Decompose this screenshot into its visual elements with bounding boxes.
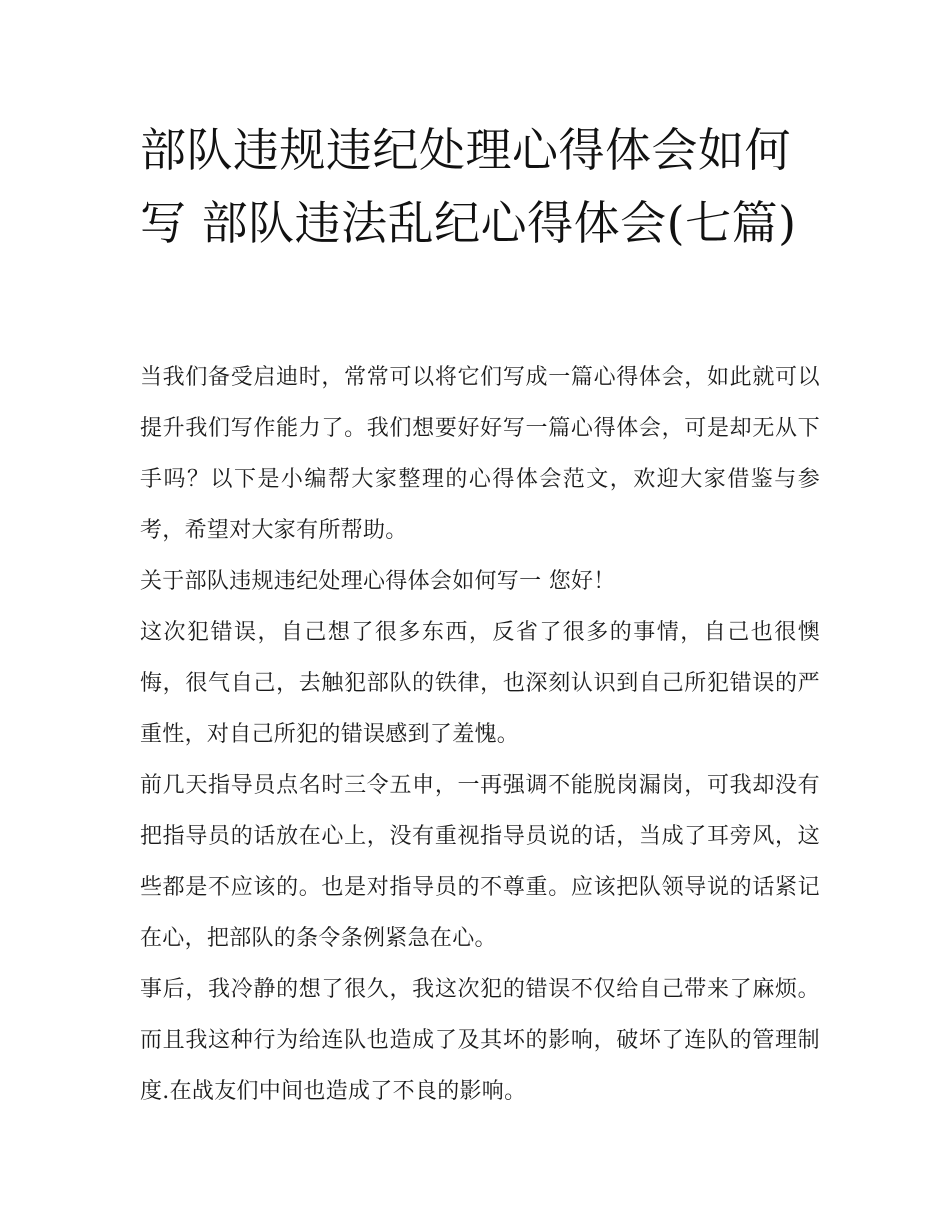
- document-body: [140, 352, 820, 1117]
- paragraph-consequence: 事后，我冷静的想了很久，我这次犯的错误不仅给自己带来了麻烦。而且我这种行为给连队也造成了及其坏的影响，破坏了连队的管理制度.在战友们中间也造成了不良的影响。: [140, 977, 820, 1104]
- paragraph-heading-greeting: 关于部队违规违纪处理心得体会如何写一 您好！: [140, 569, 616, 594]
- paragraph-intro: 当我们备受启迪时，常常可以将它们写成一篇心得体会，如此就可以提升我们写作能力了。我们想要好好写一篇心得体会，可是却无从下手吗？以下是小编帮大家整理的心得体会范文，欢迎大家借鉴与参考，希望对大家有所帮助。: [140, 365, 820, 543]
- document-title: 部队违规违纪处理心得体会如何写 部队违法乱纪心得体会(七篇): [140, 123, 797, 250]
- paragraph-reflection: 这次犯错误，自己想了很多东西，反省了很多的事情，自己也很懊悔，很气自己，去触犯部队的铁律，也深刻认识到自己所犯错误的严重性，对自己所犯的错误感到了羞愧。: [140, 620, 820, 747]
- paragraph-instructor: 前几天指导员点名时三令五申，一再强调不能脱岗漏岗，可我却没有把指导员的话放在心上，没有重视指导员说的话，当成了耳旁风，这些都是不应该的。也是对指导员的不尊重。应该把队领导说的话紧记在心，把部队的条令条例紧急在心。: [140, 773, 820, 951]
